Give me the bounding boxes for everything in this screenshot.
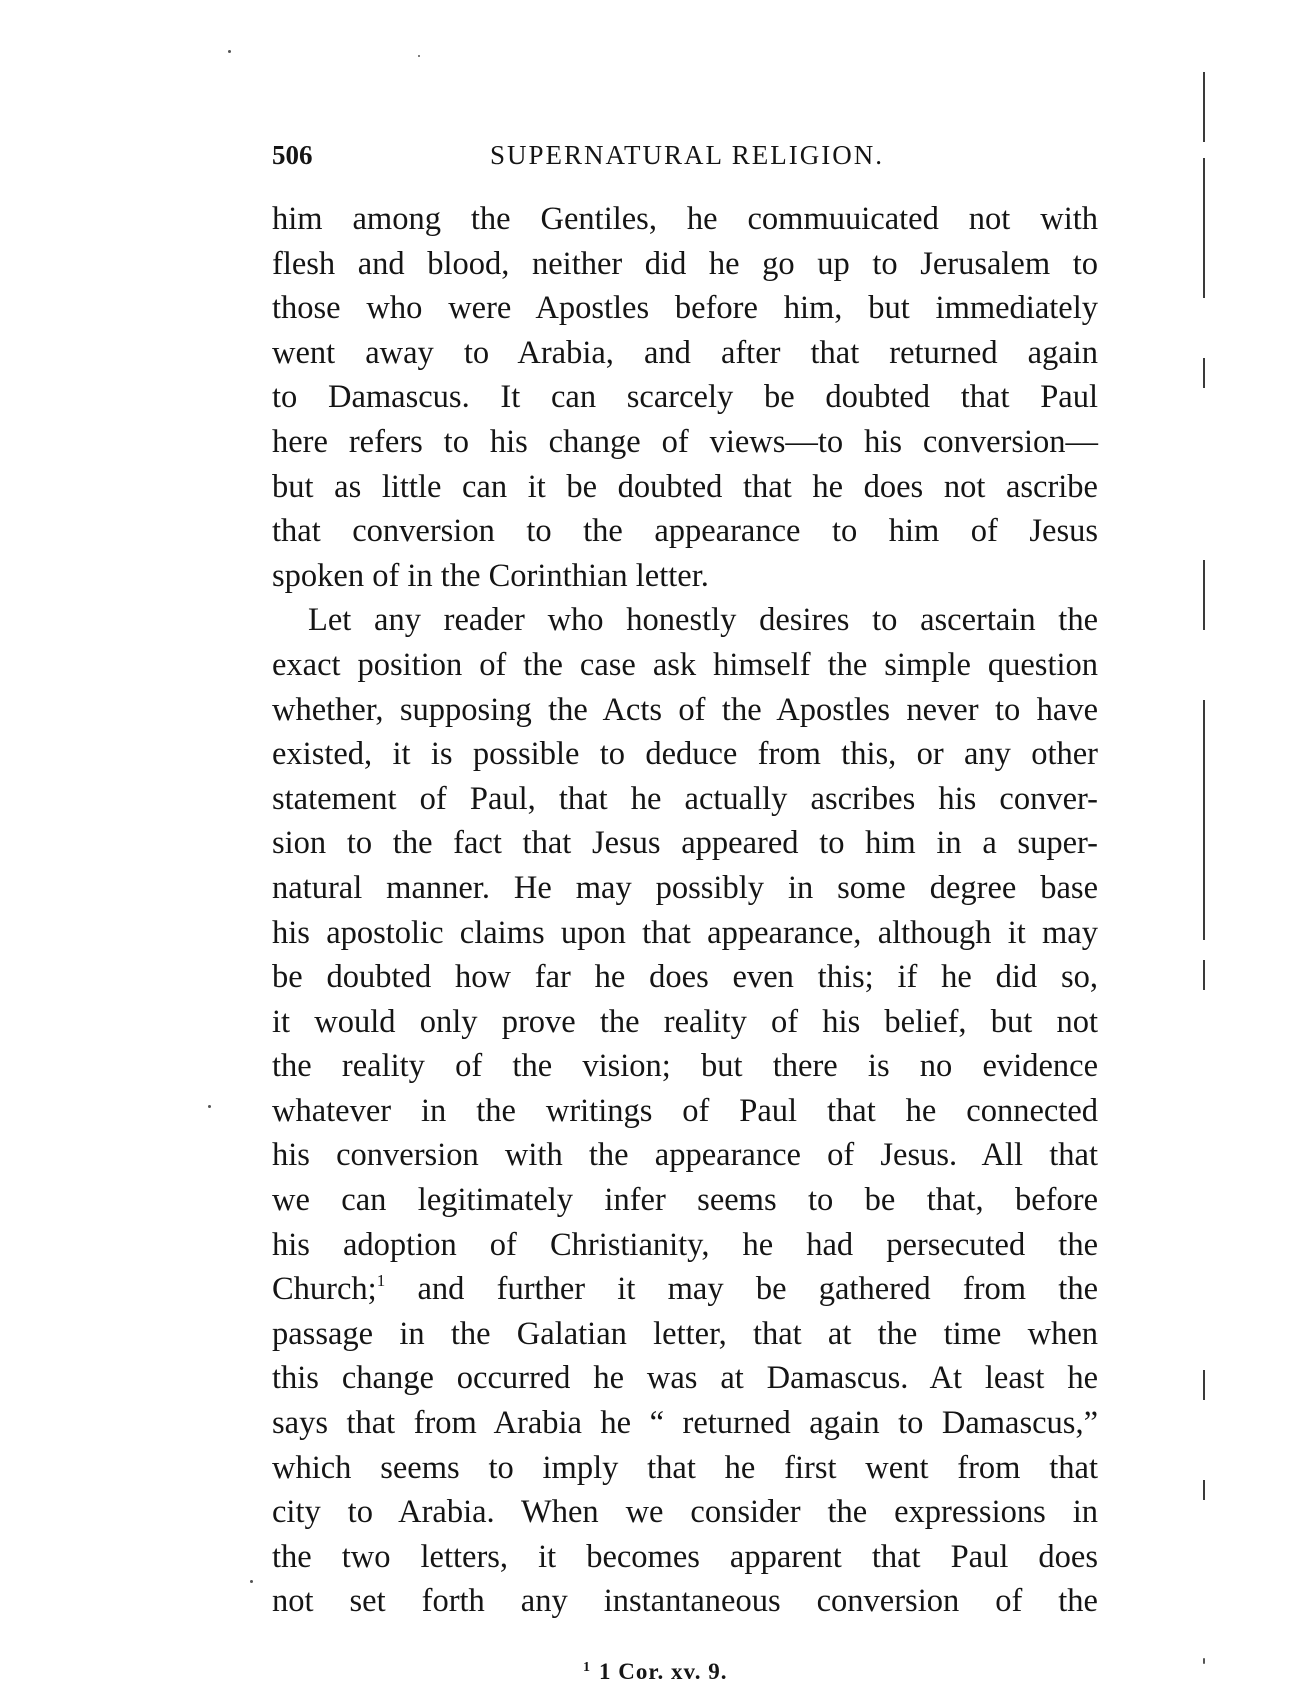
page-number: 506 [272,140,313,170]
text-line: which seems to imply that he first went from that [272,1449,1098,1486]
text-fragment: Church; [272,1271,377,1308]
footnote-text: 1 Cor. xv. 9. [599,1659,728,1684]
text-line: that conversion to the appearance to him of Jesus [272,513,1098,550]
text-line: natural manner. He may possibly in some degree base [272,869,1098,906]
text-line: we can legitimately infer seems to be that, before [272,1182,1098,1219]
scan-speck [1203,1658,1205,1664]
text-line: not set forth any instantaneous conversion of the [272,1583,1098,1620]
paragraph-1 [272,197,1098,598]
scan-speck [418,55,420,57]
scan-margin-line [1203,700,1205,940]
running-head: SUPERNATURAL RELIGION. [490,140,884,170]
text-line: passage in the Galatian letter, that at the time when [272,1315,1098,1352]
body-text [272,197,1098,1624]
text-line: but as little can it be doubted that he does not ascribe [272,468,1098,505]
text-line: went away to Arabia, and after that returned again [272,334,1098,371]
text-line: this change occurred he was at Damascus. At least he [272,1360,1098,1397]
footnote [583,1657,727,1687]
text-line: here refers to his change of views—to his conversion— [272,423,1098,460]
scan-margin-line [1203,560,1205,630]
text-line: be doubted how far he does even this; if he did so, [272,959,1098,996]
scan-margin-line [1203,960,1205,990]
text-line: the two letters, it becomes apparent that Paul does [272,1538,1098,1575]
scan-speck [250,1580,253,1583]
text-line: him among the Gentiles, he commuuicated not with [272,201,1098,237]
text-line: exact position of the case ask himself the simple question [272,646,1098,683]
text-line: flesh and blood, neither did he go up to Jerusalem to [272,245,1098,282]
text-line: city to Arabia. When we consider the expressions in [272,1494,1098,1531]
text-line: the reality of the vision; but there is no evidence [272,1048,1098,1085]
text-line: his apostolic claims upon that appearance, although it may [272,914,1098,951]
text-line: whether, supposing the Acts of the Apostles never to have [272,691,1098,728]
paragraph-2 [272,598,1098,1624]
text-line: whatever in the writings of Paul that he connected [272,1092,1098,1129]
scan-margin-line [1203,158,1205,298]
text-line: to Damascus. It can scarcely be doubted that Paul [272,379,1098,416]
scan-margin-line [1203,72,1205,142]
scan-speck [228,50,231,53]
text-line: existed, it is possible to deduce from this, or any other [272,736,1098,773]
scan-margin-line [1203,1480,1205,1500]
page-header [272,140,1098,180]
footnote-mark: 1 [583,1660,591,1675]
text-line: sion to the fact that Jesus appeared to him in a super- [272,825,1098,862]
scan-speck [208,1105,211,1108]
scan-margin-line [1203,358,1205,388]
text-line: statement of Paul, that he actually ascribes his conver- [272,780,1098,817]
text-line: those who were Apostles before him, but immediately [272,290,1098,327]
text-line: spoken of in the Corinthian letter. [272,557,709,594]
text-line: Let any reader who honestly desires to ascertain the [308,602,1098,639]
text-fragment: and further it may be gathered from the [385,1271,1098,1308]
text-line-with-footnote-ref [272,1267,1098,1312]
text-line: his conversion with the appearance of Jesus. All that [272,1137,1098,1174]
text-line: his adoption of Christianity, he had persecuted the [272,1226,1098,1263]
text-line: says that from Arabia he “ returned again to Damascus,” [272,1405,1098,1442]
footnote-reference: 1 [376,1271,386,1291]
scan-margin-line [1203,1370,1205,1400]
text-line: it would only prove the reality of his belief, but not [272,1003,1098,1040]
